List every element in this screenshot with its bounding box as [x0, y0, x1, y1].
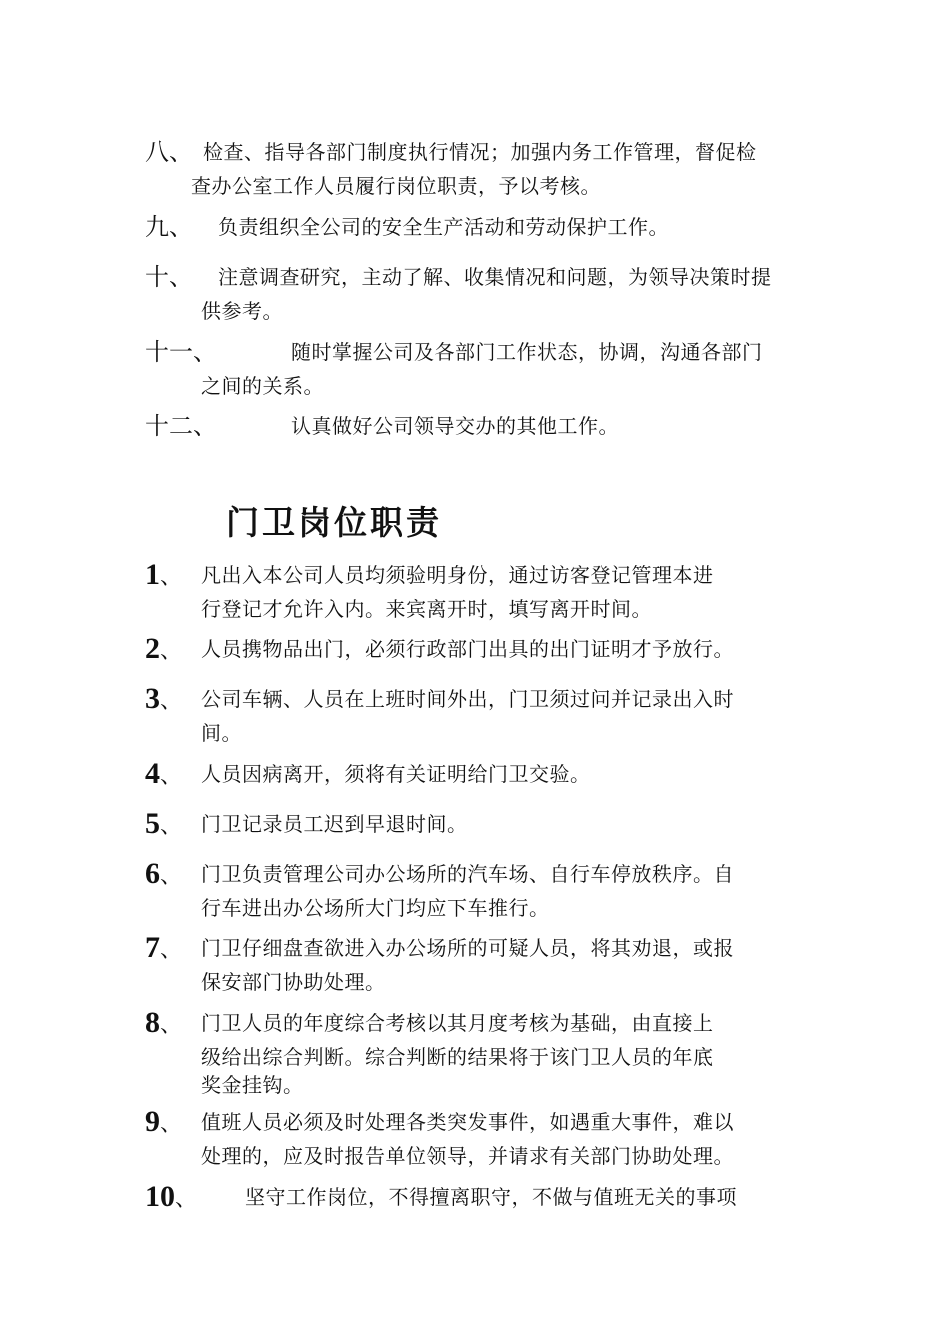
gate-duty-text [145, 682, 815, 750]
gate-duty-number: 6 [145, 857, 160, 890]
gate-duty-marker [145, 931, 182, 967]
gate-duty-line: 行车进出办公场所大门均应下车推行。 [201, 896, 550, 920]
duty-item-10 [145, 260, 815, 328]
gate-duty-item-2 [145, 632, 815, 666]
duty-marker: 十二、 [145, 412, 217, 440]
gate-duty-item-6 [145, 857, 815, 925]
duty-line: 负责组织全公司的安全生产活动和劳动保护工作。 [218, 215, 669, 239]
duty-line: 之间的关系。 [201, 374, 324, 398]
gate-duty-item-10 [145, 1180, 815, 1214]
gate-duty-marker [145, 807, 182, 843]
duty-line: 认真做好公司领导交办的其他工作。 [291, 414, 619, 438]
gate-duty-item-5 [145, 807, 815, 841]
gate-duty-text [145, 931, 815, 999]
gate-duty-line: 门卫负责管理公司办公场所的汽车场、自行车停放秩序。自 [201, 862, 734, 886]
gate-duty-separator: 、 [160, 937, 183, 962]
gate-duty-separator: 、 [160, 763, 183, 788]
gate-duty-item-8 [145, 1006, 815, 1102]
gate-duty-text [145, 857, 815, 925]
gate-duty-separator: 、 [160, 1111, 183, 1136]
gate-duty-line: 行登记才允许入内。来宾离开时，填写离开时间。 [201, 597, 652, 621]
duty-text [145, 335, 815, 403]
gate-duty-text [145, 807, 815, 841]
gate-duty-line: 人员携物品出门，必须行政部门出具的出门证明才予放行。 [201, 637, 734, 661]
gate-duty-marker [145, 1006, 182, 1042]
gate-duty-line: 级给出综合判断。综合判断的结果将于该门卫人员的年底 [201, 1045, 714, 1069]
duty-item-8 [145, 135, 815, 203]
gate-duty-separator: 、 [160, 564, 183, 589]
gate-duty-number: 8 [145, 1006, 160, 1039]
gate-duty-line: 公司车辆、人员在上班时间外出，门卫须过问并记录出入时 [201, 687, 734, 711]
duty-marker: 九、 [145, 213, 193, 241]
gate-duty-marker [145, 558, 182, 594]
gate-duty-text [145, 1105, 815, 1173]
duty-line: 查办公室工作人员履行岗位职责，予以考核。 [191, 174, 601, 198]
gate-duty-line: 奖金挂钩。 [201, 1073, 304, 1097]
gate-duty-number: 7 [145, 931, 160, 964]
duty-line: 注意调查研究，主动了解、收集情况和问题，为领导决策时提 [218, 265, 772, 289]
gate-duty-item-4 [145, 757, 815, 791]
gate-duty-line: 坚守工作岗位，不得擅离职守，不做与值班无关的事项 [245, 1185, 737, 1209]
gate-duty-separator: 、 [175, 1186, 198, 1211]
gate-duty-text [145, 757, 815, 791]
gate-duty-separator: 、 [160, 1012, 183, 1037]
duty-text [145, 409, 815, 443]
gate-duty-marker [145, 857, 182, 893]
duty-line: 检查、指导各部门制度执行情况；加强内务工作管理，督促检 [203, 140, 757, 164]
gate-duty-line: 间。 [201, 721, 242, 745]
gate-duty-number: 2 [145, 632, 160, 665]
gate-duty-line: 人员因病离开，须将有关证明给门卫交验。 [201, 762, 591, 786]
duty-text [145, 135, 815, 203]
gate-duty-item-9 [145, 1105, 815, 1173]
gate-duty-item-3 [145, 682, 815, 750]
gate-duty-separator: 、 [160, 688, 183, 713]
duty-marker: 十一、 [145, 338, 217, 366]
duty-marker: 八、 [145, 138, 193, 166]
duty-item-9 [145, 210, 815, 244]
duty-marker: 十、 [145, 263, 193, 291]
duty-text [145, 260, 815, 328]
gate-duty-text [145, 1006, 815, 1102]
gate-duty-separator: 、 [160, 813, 183, 838]
duty-item-11 [145, 335, 815, 403]
gate-duty-number: 9 [145, 1105, 160, 1138]
duty-line: 供参考。 [201, 299, 283, 323]
gate-duty-number: 1 [145, 558, 160, 591]
gate-duty-line: 门卫人员的年度综合考核以其月度考核为基础，由直接上 [201, 1011, 714, 1035]
gate-duty-number: 5 [145, 807, 160, 840]
gate-duty-line: 门卫记录员工迟到早退时间。 [201, 812, 468, 836]
gate-duty-marker [145, 632, 182, 668]
gate-duty-line: 凡出入本公司人员均须验明身份，通过访客登记管理本进 [201, 563, 714, 587]
section-title: 门卫岗位职责 [226, 503, 442, 542]
gate-duty-marker [145, 682, 182, 718]
gate-duty-separator: 、 [160, 863, 183, 888]
gate-duty-line: 值班人员必须及时处理各类突发事件，如遇重大事件，难以 [201, 1110, 734, 1134]
gate-duty-text [145, 1180, 815, 1214]
gate-duty-marker [145, 1180, 197, 1216]
gate-duty-marker [145, 757, 182, 793]
duty-item-12 [145, 409, 815, 443]
gate-duty-text [145, 558, 815, 626]
gate-duty-item-7 [145, 931, 815, 999]
gate-duty-number: 10 [145, 1180, 175, 1213]
gate-duty-number: 3 [145, 682, 160, 715]
duty-text [145, 210, 815, 244]
gate-duty-line: 门卫仔细盘查欲进入办公场所的可疑人员，将其劝退，或报 [201, 936, 734, 960]
duty-line: 随时掌握公司及各部门工作状态，协调，沟通各部门 [291, 340, 763, 364]
gate-duty-number: 4 [145, 757, 160, 790]
gate-duty-item-1 [145, 558, 815, 626]
gate-duty-line: 处理的，应及时报告单位领导，并请求有关部门协助处理。 [201, 1144, 734, 1168]
gate-duty-line: 保安部门协助处理。 [201, 970, 386, 994]
gate-duty-marker [145, 1105, 182, 1141]
gate-duty-separator: 、 [160, 638, 183, 663]
gate-duty-text [145, 632, 815, 666]
